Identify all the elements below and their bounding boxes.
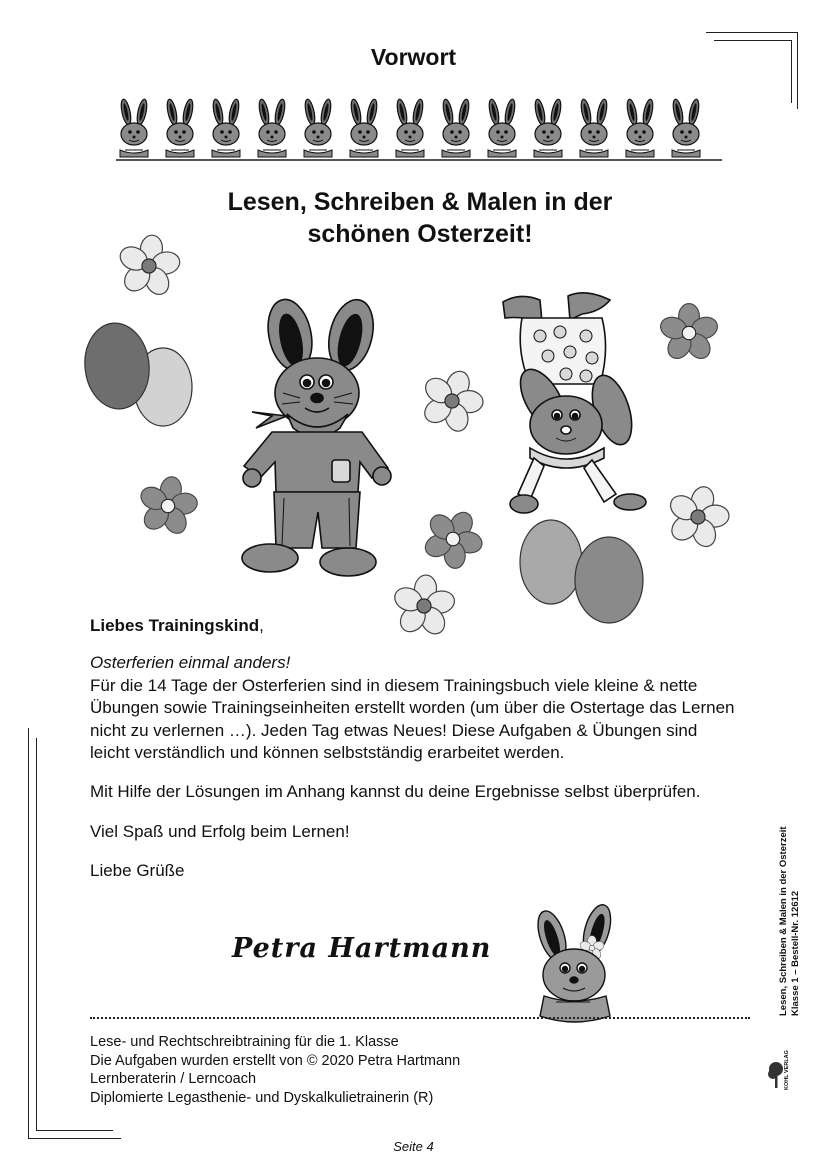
signature: Petra Hartmann — [232, 933, 492, 964]
headline-line-2: schönen Osterzeit! — [307, 220, 533, 248]
letter-paragraph-2: Mit Hilfe der Lösungen im Anhang kannst du deine Ergebnisse selbst überprüfen. — [90, 782, 701, 802]
flower-icon — [658, 479, 738, 556]
side-title: Lesen, Schreiben & Malen in der Osterzeit — [778, 826, 789, 1016]
page-number: Seite 4 — [393, 1139, 434, 1154]
publisher-logo-text: KOHL VERLAG — [784, 1050, 790, 1090]
standing-bunny — [242, 295, 391, 576]
flower-icon — [132, 472, 204, 541]
page-title: Vorwort — [370, 44, 457, 70]
side-order-number: Klasse 1 – Bestell-Nr. 12612 — [790, 890, 801, 1016]
footer-line-3: Lernberaterin / Lerncoach — [90, 1071, 257, 1087]
letter-paragraph-1: Für die 14 Tage der Osterferien sind in diesem Trainingsbuch viele kleine & nette Übungen sowie Trainingseinheiten erstellt worden (um über die Ostertage das Lernen nicht zu verlernen …). Jeden Tag etwas Neues! Diese Aufgaben & Übungen sind leicht verständlich und können selbstständig erarbeitet werden. — [90, 675, 735, 763]
dotted-divider — [90, 1017, 750, 1019]
flower-icon — [112, 231, 186, 302]
letter-subtitle: Osterferien einmal anders! — [90, 653, 291, 673]
publisher-tree-icon — [768, 1060, 784, 1090]
easter-eggs-left — [81, 320, 192, 426]
side-book-info — [778, 796, 818, 1016]
flower-icon — [411, 498, 495, 581]
letter-paragraph-3: Viel Spaß und Erfolg beim Lernen! — [90, 821, 350, 841]
small-bunny-with-flower — [533, 902, 616, 1022]
publisher-logo — [784, 1050, 796, 1090]
flower-icon — [410, 361, 493, 442]
letter-body — [90, 615, 740, 883]
footer-line-2: Die Aufgaben wurden erstellt von © 2020 Petra Hartmann — [90, 1052, 461, 1069]
footer-line-1: Lese- und Rechtschreibtraining für die 1. Klasse — [90, 1034, 399, 1050]
handstand-bunny — [503, 293, 646, 513]
footer-info — [90, 1033, 460, 1107]
footer-line-4: Diplomierte Legasthenie- und Dyskalkulietrainerin (R) — [90, 1089, 434, 1106]
flower-icon — [658, 304, 720, 363]
letter-closing: Liebe Grüße — [90, 861, 185, 881]
headline-line-1: Lesen, Schreiben & Malen in der — [227, 188, 613, 216]
letter-salutation: Liebes Trainingskind, — [90, 616, 264, 635]
easter-eggs-right — [520, 520, 643, 623]
